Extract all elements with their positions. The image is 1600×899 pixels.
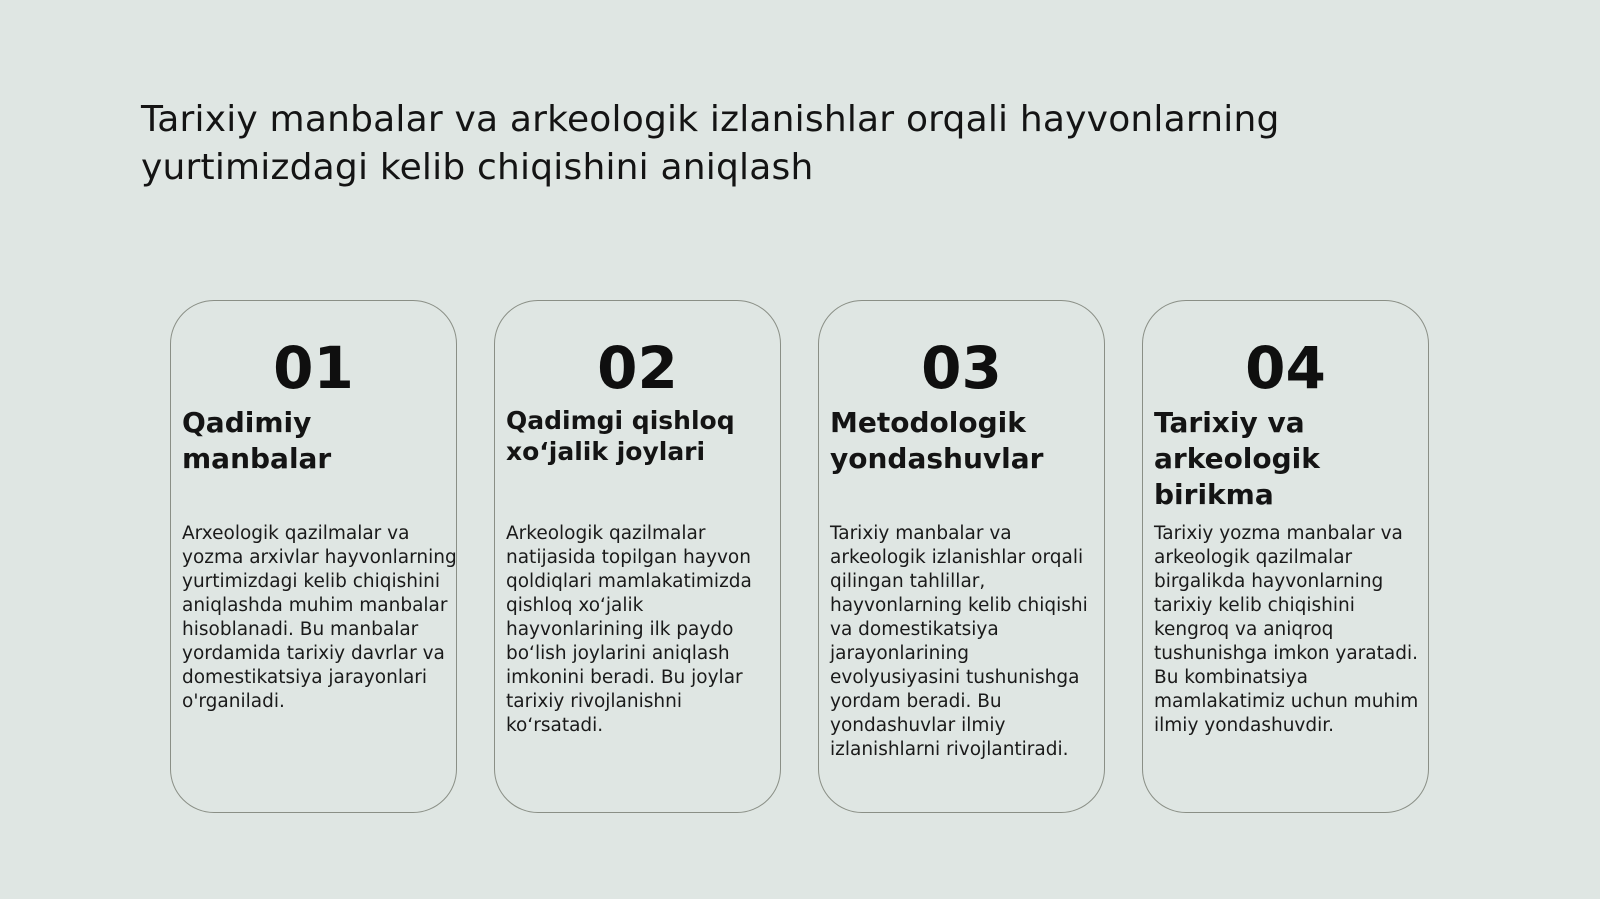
card-02 [494, 300, 781, 813]
card-heading: Qadimiy manbalar [182, 406, 332, 475]
card-03 [818, 300, 1105, 813]
card-number: 03 [921, 334, 1002, 402]
card-text: Arkeologik qazilmalar natijasida topilgan hayvon qoldiqlari mamlakatimizda qishloq xo‘jalik hayvonlarining ilk paydo bo‘lish joylarini aniqlash imkonini beradi. Bu joylar tarixiy rivojlanishni ko‘rsatadi. [506, 523, 752, 736]
card-number: 02 [597, 334, 678, 402]
card-number: 01 [273, 334, 354, 402]
card-01 [170, 300, 457, 813]
card-number: 04 [1245, 334, 1326, 402]
card-text: Tarixiy yozma manbalar va arkeologik qazilmalar birgalikda hayvonlarning tarixiy kelib chiqishini kengroq va aniqroq tushunishga imkon yaratadi. Bu kombinatsiya mamlakatimiz uchun muhim ilmiy yondashuvdir. [1154, 523, 1419, 736]
card-text: Tarixiy manbalar va arkeologik izlanishlar orqali qilingan tahlillar, hayvonlarning kelib chiqishi va domestikatsiya jarayonlarining evolyusiyasini tushunishga yordam beradi. Bu yondashuvlar ilmiy izlanishlarni rivojlantiradi. [830, 523, 1088, 760]
cards-row [170, 300, 1430, 815]
slide-title: Tarixiy manbalar va arkeologik izlanishlar orqali hayvonlarning yurtimizdagi kelib chiqishini aniqlash [141, 99, 1280, 188]
card-text: Arxeologik qazilmalar va yozma arxivlar hayvonlarning yurtimizdagi kelib chiqishini aniqlashda muhim manbalar hisoblanadi. Bu manbalar yordamida tarixiy davrlar va domestikatsiya jarayonlari o'rganiladi. [182, 523, 457, 712]
card-heading: Qadimgi qishloq xo‘jalik joylari [506, 406, 735, 466]
card-heading: Metodologik yondashuvlar [830, 406, 1044, 475]
card-04 [1142, 300, 1429, 813]
card-heading: Tarixiy va arkeologik birikma [1154, 406, 1320, 511]
